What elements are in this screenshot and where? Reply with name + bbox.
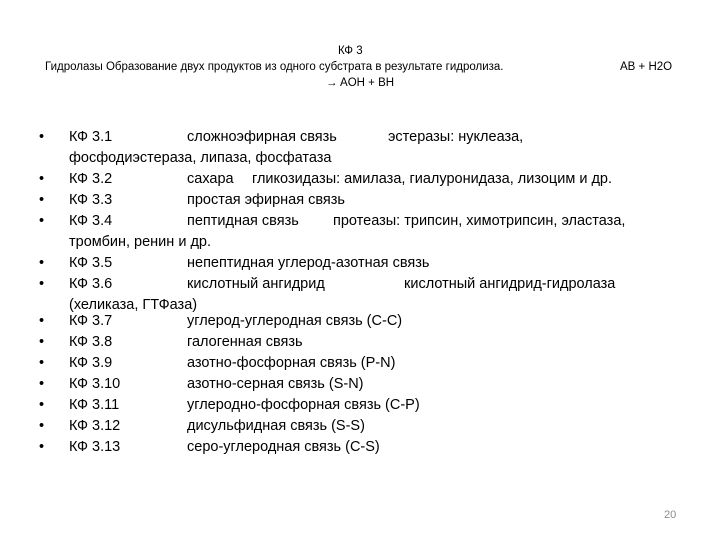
item-enzymes: протеазы: трипсин, химотрипсин, эластаза, <box>333 213 626 229</box>
list-item <box>39 211 626 250</box>
item-code: КФ 3.9 <box>69 355 113 371</box>
list-item <box>39 395 420 416</box>
item-continuation: (хеликаза, ГТФаза) <box>69 297 198 313</box>
bullet: • <box>39 276 45 292</box>
item-bond: дисульфидная связь (S-S) <box>187 418 365 434</box>
item-code: КФ 3.1 <box>69 129 113 145</box>
item-bond: серо-углеродная связь (C-S) <box>187 439 380 455</box>
bullet: • <box>39 255 45 271</box>
item-code: КФ 3.12 <box>69 418 121 434</box>
header-description: Гидролазы Образование двух продуктов из одного субстрата в результате гидролиза. <box>45 61 504 73</box>
item-enzymes: кислотный ангидрид-гидролаза <box>404 276 616 292</box>
slide-title: КФ 3 <box>338 45 363 57</box>
item-bond: пептидная связь <box>187 213 299 229</box>
bullet: • <box>39 397 45 413</box>
page-number: 20 <box>664 509 677 521</box>
list-item <box>39 416 365 437</box>
bullet: • <box>39 418 45 434</box>
item-continuation: фосфодиэстераза, липаза, фосфатаза <box>69 150 332 166</box>
item-code: КФ 3.3 <box>69 192 113 208</box>
list-item <box>39 253 430 274</box>
list-item <box>39 169 613 190</box>
item-code: КФ 3.11 <box>69 397 120 413</box>
header-products: → AOH + BH <box>326 77 395 89</box>
item-enzymes: гликозидазы: амилаза, гиалуронидаза, лизоцим и др. <box>252 171 613 187</box>
bullet: • <box>39 129 45 145</box>
list-item <box>39 190 345 211</box>
item-code: КФ 3.2 <box>69 171 113 187</box>
item-code: КФ 3.8 <box>69 334 113 350</box>
bullet: • <box>39 334 45 350</box>
item-bond: азотно-фосфорная связь (P-N) <box>187 355 396 371</box>
bullet: • <box>39 213 45 229</box>
item-bond: галогенная связь <box>187 334 303 350</box>
item-bond: непептидная углерод-азотная связь <box>187 255 430 271</box>
bullet: • <box>39 439 45 455</box>
header-reaction: AB + H2O <box>620 61 673 73</box>
item-bond: сложноэфирная связь <box>187 129 337 145</box>
list-item <box>39 353 396 374</box>
item-bond: сахара <box>187 171 234 187</box>
item-bond: кислотный ангидрид <box>187 276 325 292</box>
list-item <box>39 437 380 458</box>
item-bond: азотно-серная связь (S-N) <box>187 376 364 392</box>
item-bond: углеродно-фосфорная связь (C-P) <box>187 397 420 413</box>
item-code: КФ 3.10 <box>69 376 121 392</box>
item-bond: углерод-углеродная связь (C-C) <box>187 313 403 329</box>
item-code: КФ 3.4 <box>69 213 113 229</box>
item-code: КФ 3.7 <box>69 313 113 329</box>
item-bond: простая эфирная связь <box>187 192 345 208</box>
item-code: КФ 3.13 <box>69 439 121 455</box>
list-item <box>39 332 303 353</box>
list-item <box>39 311 403 332</box>
list-item <box>39 274 616 313</box>
item-enzymes: эстеразы: нуклеаза, <box>388 129 524 145</box>
item-continuation: тромбин, ренин и др. <box>69 234 211 250</box>
item-code: КФ 3.6 <box>69 276 113 292</box>
bullet: • <box>39 376 45 392</box>
bullet: • <box>39 313 45 329</box>
list-item <box>39 127 524 166</box>
item-code: КФ 3.5 <box>69 255 113 271</box>
bullet: • <box>39 171 45 187</box>
bullet: • <box>39 192 45 208</box>
list-item <box>39 374 364 395</box>
bullet: • <box>39 355 45 371</box>
